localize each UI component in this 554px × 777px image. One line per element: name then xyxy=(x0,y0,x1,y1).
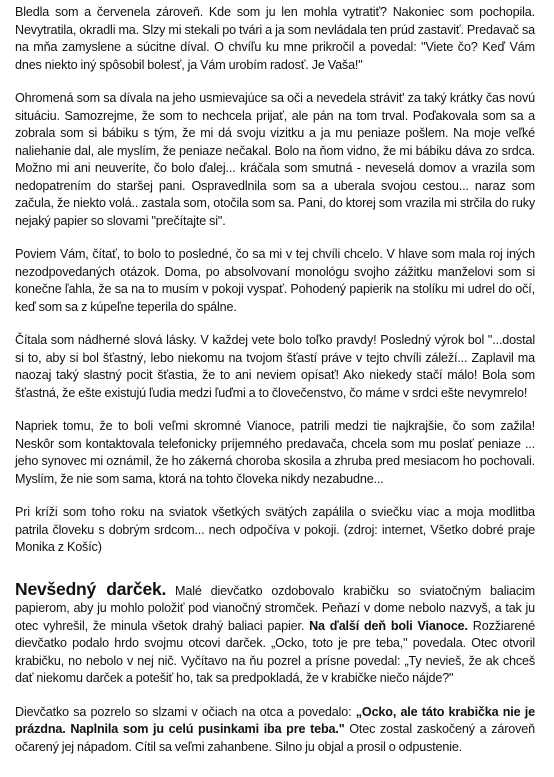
story2-paragraph-1 xyxy=(15,578,535,688)
document-page xyxy=(15,4,535,756)
story1-paragraph-1: Bledla som a červenela zároveň. Kde som ju len mohla vytratiť? Nakoniec som pochopila. Nevytratila, okradli ma. Slzy mi stekali po tvári a ja som nevládala ten prúd zastaviť. Predavač sa na mňa zamyslene a súcitne díval. O chvíľu ku mne prikročil a povedal: "Viete čo? Keď Vám dnes niekto iný spôsobil bolesť, ja Vám urobím radosť. Je Vaša!" xyxy=(15,5,535,72)
story2-p1-bold: Na ďalší deň boli Vianoce. xyxy=(309,618,468,633)
story2-p2-text-b: Otec zostal zaskočený a zároveň očarený jej nápadom. Cítil sa veľmi zahanbene. Silno ju objal a prosil o odpustenie. xyxy=(15,722,535,754)
story1-paragraph-4: Čítala som nádherné slová lásky. V každej vete bolo toľko pravdy! Posledný výrok bol "...dostal si to, aby si bol šťastný, lebo niekomu na tvojom šťastí práve v tejto chvíli záleží... Zaplavil ma naozaj taký slastný pocit šťastia, že to ani neviem opísať! Ako niekedy stačí málo! Bola som šťastná, že ešte existujú ľudia medzi ľuďmi a to človečenstvo, čo máme v srdci ešte nevymrelo! xyxy=(15,333,535,400)
story2-title: Nevšedný darček. xyxy=(15,578,167,599)
story2-p1-text-b: Rozžiarené dievčatko podalo hrdo svojmu otcovi darček. „Ocko, toto je pre teba," povedala. Otec otvoril krabičku, no nebolo v nej nič. Vyčítavo na ňu pozrel a prísne povedal: „Ty nevieš, že ak chceš dať niekomu darček a potešiť ho, tak sa predpokladá, že v krabičke niečo nájde?" xyxy=(15,618,535,685)
story2-p2-text-a: Dievčatko sa pozrelo so slzami v očiach na otca a povedalo: xyxy=(15,704,356,719)
story1-paragraph-6: Pri kríži som toho roku na sviatok všetkých svätých zapálila o sviečku viac a moja modlitba patrila človeku s dobrým srdcom... nech odpočíva v pokoji. (zdroj: internet, Všetko dobré praje Monika z Košíc) xyxy=(15,505,535,554)
story2-p2-bold: „Ocko, ale táto krabička nie je prázdna. Naplnila som ju celú pusinkami iba pre teba." xyxy=(15,704,535,736)
story2-paragraph-2 xyxy=(15,704,535,757)
story2-p1-text-a: Malé dievčatko ozdobovalo krabičku so sviatočným baliacim papierom, aby ju mohlo položiť pod vianočný stromček. Peňazí v dome nebolo nazvyš, a tak ju otec vyhrešil, že minula všetok drahý baliaci papier. xyxy=(15,583,535,633)
story1-paragraph-5: Napriek tomu, že to boli veľmi skromné Vianoce, patrili medzi tie najkrajšie, čo som zažila! Neskôr som kontaktovala telefonicky príjemného predavača, chcela som mu poslať peniaze ... jeho synovec mi oznámil, že ho zákerná choroba skosila a zhruba pred mesiacom ho pochovali. Myslím, že nie som sama, ktorá na tohto človeka nikdy nezabudne... xyxy=(15,419,535,486)
story1-paragraph-2: Ohromená som sa dívala na jeho usmievajúce sa oči a nevedela strávit' za taký krátky čas novú situáciu. Samozrejme, že som to nechcela prijať, ale pán na tom trval. Poďakovala som sa a zobrala som si bábiku s tým, že mi dá svoju vizitku a ja mu peniaze pošlem. Na moje veľké naliehanie dal, ale myslím, že peniaze nečakal. Bolo na ňom vidno, že mi bábiku dáva zo srdca. Možno mi ani neuveríte, čo bolo ďalej... kráčala som smutná - neveselá domov a vrazila som nedopatrením do staršej pani. Ospravedlnila som sa a uberala svojou cestou... naraz som začula, že niekto volá.. zastala som, otočila som sa. Pani, do ktorej som vrazila mi strčila do ruky nejaký papier so slovami "prečítajte si". xyxy=(15,91,535,228)
story1-paragraph-3: Poviem Vám, čítať, to bolo to posledné, čo sa mi v tej chvíli chcelo. V hlave som mala roj iných nezodpovedaných otázok. Doma, po absolvovaní monológu svojho zážitku manželovi som si konečne ľahla, že sa na to musím v pokoji vyspať. Pohodený papierik na stolíku mi udrel do očí, keď som sa z kúpeľne teperila do spálne. xyxy=(15,247,535,314)
